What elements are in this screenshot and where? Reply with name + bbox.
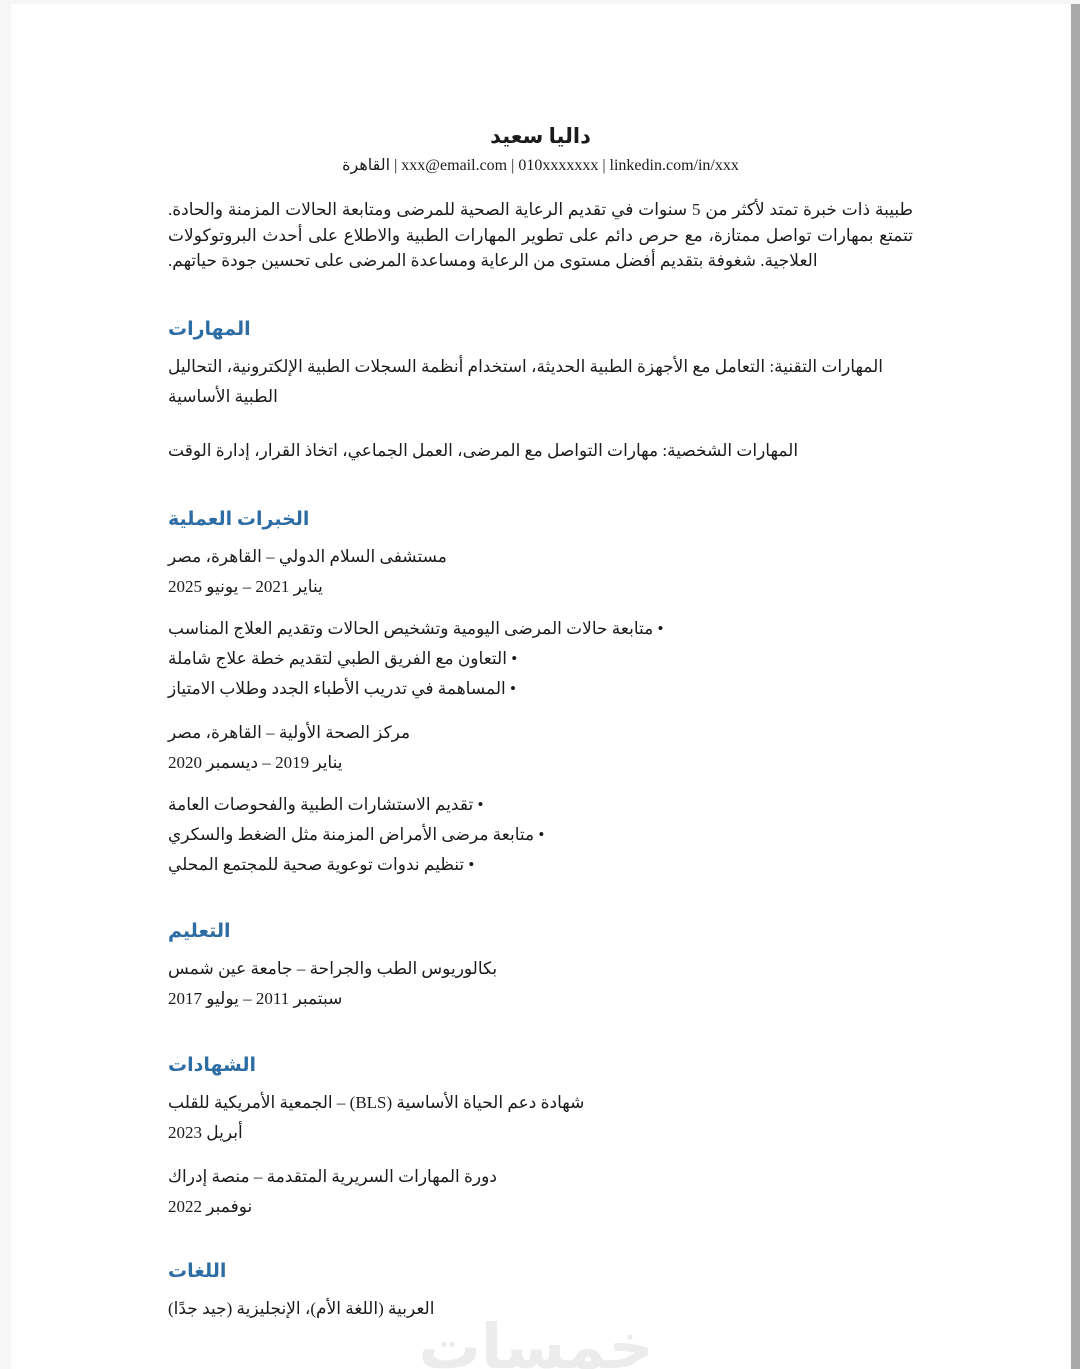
education-degree: بكالوريوس الطب والجراحة – جامعة عين شمس (168, 958, 498, 978)
section-title-skills: المهارات (168, 318, 251, 340)
certificate-name: دورة المهارات السريرية المتقدمة – منصة إدراك (168, 1166, 497, 1186)
job-bullet: • التعاون مع الفريق الطبي لتقديم خطة علاج شاملة (168, 644, 913, 674)
education-dates: سبتمبر 2011 – يوليو 2017 (168, 988, 343, 1008)
certificate-date: أبريل 2023 (168, 1122, 243, 1142)
resume-page (11, 4, 1070, 1369)
section-title-experience: الخبرات العملية (168, 508, 310, 530)
professional-summary: طبيبة ذات خبرة تمتد لأكثر من 5 سنوات في تقديم الرعاية الصحية للمرضى ومتابعة الحالات المزمنة والحادة. تتمتع بمهارات تواصل ممتازة، مع حرص دائم على تطوير المهارات الطبية والاطلاع على أحدث البروتوكولات العلاجية. شغوفة بتقديم أفضل مستوى من الرعاية ومساعدة المرضى على تحسين جودة حياتهم. (168, 200, 914, 270)
job-bullet-list (168, 614, 913, 704)
certificate-name: شهادة دعم الحياة الأساسية (BLS) – الجمعية الأمريكية للقلب (168, 1092, 585, 1112)
job-bullet-list (168, 790, 913, 880)
job-bullet: • تقديم الاستشارات الطبية والفحوصات العامة (168, 790, 913, 820)
section-title-education: التعليم (168, 920, 231, 942)
job-dates: يناير 2021 – يونيو 2025 (168, 576, 323, 596)
job-bullet: • متابعة مرضى الأمراض المزمنة مثل الضغط والسكري (168, 820, 913, 850)
skills-technical: المهارات التقنية: التعامل مع الأجهزة الطبية الحديثة، استخدام أنظمة السجلات الطبية الإلكترونية، التحاليل الطبية الأساسية (168, 356, 884, 406)
section-title-languages: اللغات (168, 1260, 227, 1282)
job-employer: مستشفى السلام الدولي – القاهرة، مصر (168, 546, 447, 566)
job-dates: يناير 2019 – ديسمبر 2020 (168, 752, 343, 772)
job-bullet: • تنظيم ندوات توعوية صحية للمجتمع المحلي (168, 850, 913, 880)
contact-line: القاهرة | xxx@email.com | 010xxxxxxx | linkedin.com/in/xxx (342, 157, 739, 174)
candidate-name: داليا سعيد (490, 124, 591, 148)
skills-personal: المهارات الشخصية: مهارات التواصل مع المرضى، العمل الجماعي، اتخاذ القرار، إدارة الوقت (168, 440, 799, 460)
resume-content (11, 124, 1070, 1324)
section-title-certificates: الشهادات (168, 1054, 257, 1076)
languages-line: العربية (اللغة الأم)، الإنجليزية (جيد جدًا) (168, 1298, 435, 1318)
viewer-scrollbar[interactable] (1071, 4, 1080, 1369)
job-bullet: • متابعة حالات المرضى اليومية وتشخيص الحالات وتقديم العلاج المناسب (168, 614, 913, 644)
job-employer: مركز الصحة الأولية – القاهرة، مصر (168, 722, 411, 742)
certificate-date: نوفمبر 2022 (168, 1196, 253, 1216)
job-bullet: • المساهمة في تدريب الأطباء الجدد وطلاب الامتياز (168, 674, 913, 704)
khamsat-watermark-logo: خمسات (418, 1310, 654, 1369)
